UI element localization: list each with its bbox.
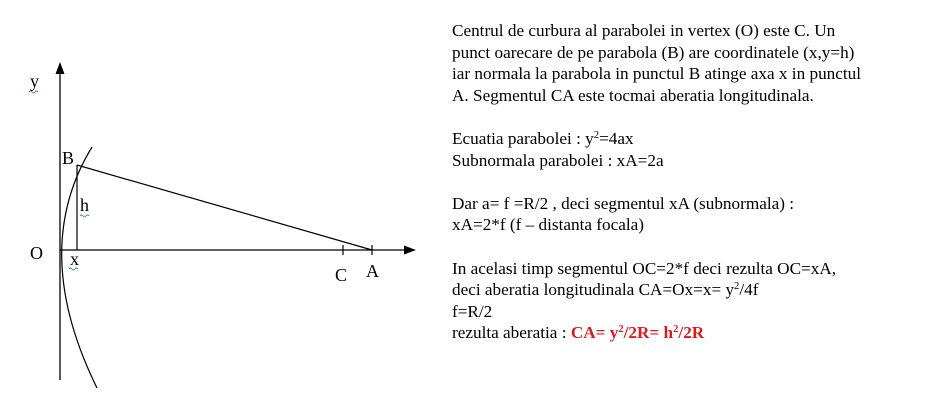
paragraph-line: Dar a= f =R/2 , deci segmentul xA (subnormala) : <box>452 193 795 213</box>
label-h: h <box>80 195 89 215</box>
parabola-equation: Ecuatia parabolei : $y^2=4ax$ <box>452 128 634 148</box>
x-axis-arrow <box>404 246 416 255</box>
paragraph-line: xA=2*f (f – distanta focala) <box>452 215 644 235</box>
result-line: rezulta aberatia : $CA= y^2/2R= h^2/2R$ <box>452 323 705 343</box>
paragraph-line: deci aberatia longitudinala $CA=Ox=x= y^2/4f$ <box>452 280 759 300</box>
squiggle-h <box>80 215 89 217</box>
result-formula: $CA= y^2/2R= h^2/2R$ <box>570 323 705 343</box>
paragraph-line: punct oarecare de pe parabola (B) are coordinatele (x,y=h) <box>452 42 855 62</box>
subnormal-line: Subnormala parabolei : xA=2a <box>452 150 664 170</box>
paragraph-line: f=R/2 <box>452 301 493 321</box>
y-axis-arrow <box>56 62 65 74</box>
paragraph-line: iar normala la parabola in punctul B atinge axa x in punctul <box>452 64 862 84</box>
label-o: O <box>30 243 43 263</box>
explanation-text <box>452 20 947 344</box>
paragraph-line: In acelasi timp segmentul OC=2*f deci rezulta OC=xA, <box>452 258 837 278</box>
squiggle-y <box>29 91 38 93</box>
label-y: y <box>30 71 39 91</box>
label-b: B <box>62 148 75 168</box>
paragraph-line: A. Segmentul CA este tocmai aberatia longitudinala. <box>452 85 814 105</box>
label-x: x <box>70 249 79 269</box>
normal-line <box>77 165 372 250</box>
label-a: A <box>366 261 379 281</box>
label-c: C <box>335 265 348 285</box>
paragraph-line: Centrul de curbura al parabolei in vertex (O) este C. Un <box>452 21 836 40</box>
parabola-curve <box>62 147 97 388</box>
